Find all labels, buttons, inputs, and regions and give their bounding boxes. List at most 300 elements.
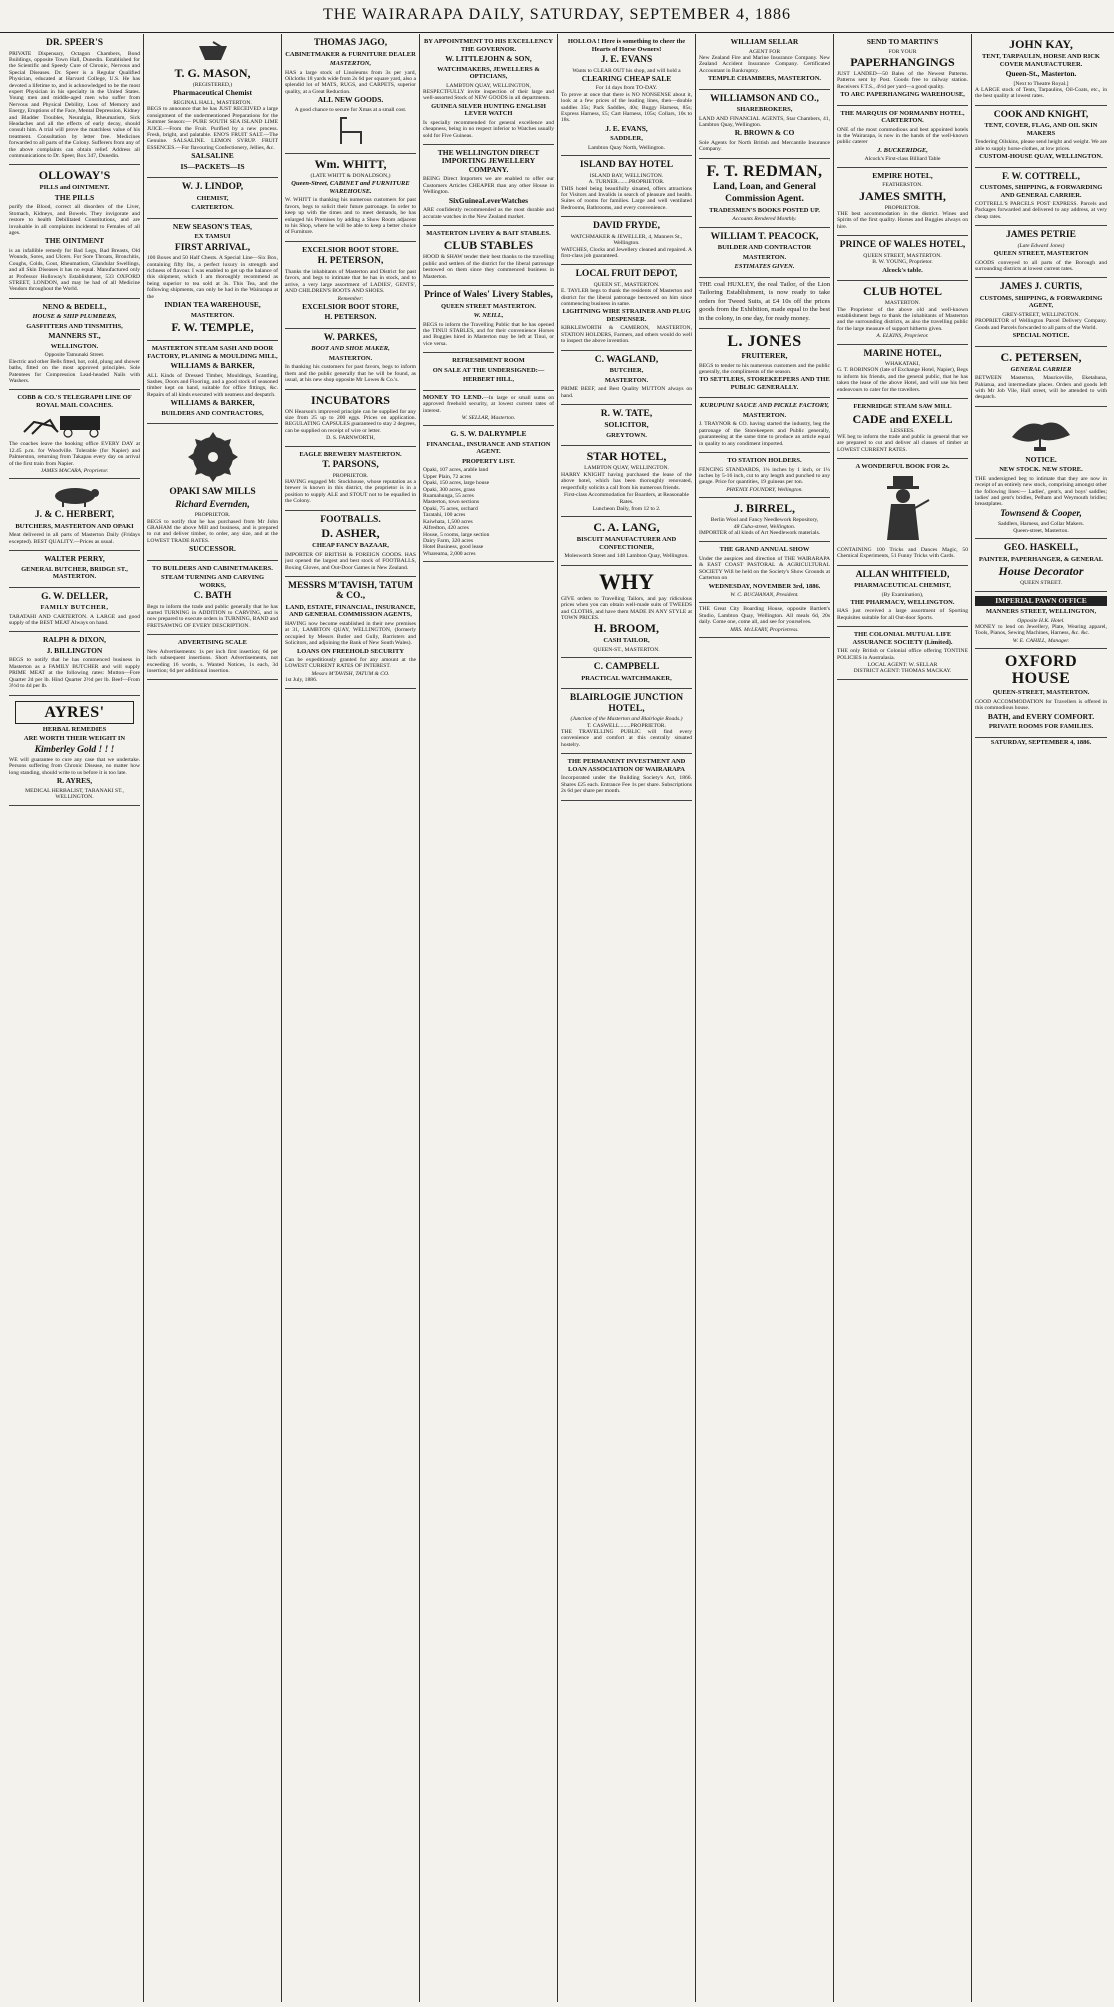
show-body: Under the auspices and direction of THE WAIRARAPA & EAST COAST PASTORAL & AGRICULTURAL SOCIETY Will be held on the Society's Show Grounds at Carterton on xyxy=(699,555,830,582)
tate-town: GREYTOWN. xyxy=(606,431,647,439)
station-body: FENCING STANDARDS, 1¼ inches by 1 inch, or 1¼ inches by 5-16 inch, cut to any length and punched to any gauge. Price for quantities, 19 guineas per ton. xyxy=(699,466,830,486)
ointment-title: THE OINTMENT xyxy=(44,236,105,246)
cook-body: Tendering Oilskins, please send height and weight. We are able to supply horse-clothes, at low prices. xyxy=(975,139,1107,152)
column-3 xyxy=(282,34,420,2002)
excelsior-ad xyxy=(285,242,416,329)
fryde-ad xyxy=(561,217,692,265)
pawn-signature: W. E. CAHILL, Manager. xyxy=(1012,637,1070,644)
kay-ad xyxy=(975,34,1107,106)
lang-ad xyxy=(561,517,692,565)
lindop-subtitle: CHEMIST, xyxy=(196,194,229,202)
campbell-title: C. CAMPBELL xyxy=(593,662,660,673)
guinea-title: GUINEA SILVER HUNTING ENGLISH LEVER WATCH xyxy=(431,102,546,118)
club-stables-ad xyxy=(423,226,554,286)
oxford-private: PRIVATE ROOMS FOR FAMILIES. xyxy=(988,723,1094,730)
island-bay-ad xyxy=(561,156,692,217)
birrel-title: J. BIRREL, xyxy=(733,501,795,516)
footer-date: SATURDAY, SEPTEMBER 4, 1886. xyxy=(990,738,1092,746)
deller-title: G. W. DELLER, xyxy=(41,591,108,602)
fernridge-ad xyxy=(837,399,968,459)
tate-ad xyxy=(561,405,692,447)
property-item: Ruamahunga, 55 acres xyxy=(423,493,474,500)
island-proprietor: A. TURNER........PROPRIETOR. xyxy=(588,179,665,186)
tate-title: R. W. TATE, xyxy=(600,408,653,419)
martin-warehouse: TO ARC PAPERHANGING WAREHOUSE, xyxy=(840,91,965,99)
hill-ad xyxy=(423,353,554,391)
mason-title: T. G. MASON, xyxy=(174,66,251,80)
williamson-ad xyxy=(699,90,830,159)
opaki-body: BEGS to notify that he has purchased from Mr John GRAHAM the above Mill and business, and is prepared to cut and deliver timber, to order, any size, and at the LOWEST TRADE RATES. xyxy=(147,518,278,544)
kurupuni-ad xyxy=(699,398,830,453)
pawn-ad xyxy=(975,592,1107,650)
incubators-ad xyxy=(285,390,416,447)
birrel-body: IMPORTER of all kinds of Art Needlework materials. xyxy=(699,530,821,537)
broom-title: H. BROOM, xyxy=(594,621,659,636)
jago-goods: ALL NEW GOODS. xyxy=(317,95,384,105)
broom-subtitle: CASH TAILOR, xyxy=(603,637,650,645)
sellar-ad xyxy=(699,34,830,90)
mason-ad xyxy=(147,34,278,178)
whitfield-place: THE PHARMACY, WELLINGTON. xyxy=(850,598,955,606)
kurupuni-title: KURUPUNI SAUCE AND PICKLE FACTORY, xyxy=(700,402,829,410)
property-item: Masterton, town sections xyxy=(423,499,480,506)
herbert-body: Meat delivered in all parts of Masterton Daily (Fridays excepted). BEST QUALITY.—Prices as usual. xyxy=(9,532,140,545)
perry-ad xyxy=(9,551,140,588)
wellington-title: THE WELLINGTON DIRECT IMPORTING JEWELLERY COMPANY. xyxy=(437,147,540,174)
sellar-subtitle: AGENT FOR xyxy=(748,48,781,55)
star-body: HARRY KNIGHT having purchased the lease of the above hotel, which has been thoroughly renovated, respectfully solicits a call from his numerous friends. xyxy=(561,471,692,491)
remember-label: Remember: xyxy=(337,295,364,302)
prince-hotel-address: QUEEN STREET, MASTERTON. xyxy=(863,252,942,259)
property-item: Whareama, 2,000 acres xyxy=(423,550,476,557)
parkes-ad xyxy=(285,329,416,390)
mason-address: REGINAL HALL, MASTERTON. xyxy=(173,99,252,106)
star-title: STAR HOTEL, xyxy=(586,449,667,464)
wonderful-body: CONTAINING 100 Tricks and Dances Magic, 50 Chemical Experiments, 51 Funny Tricks with Cards. xyxy=(837,546,968,560)
parsons-title: T. PARSONS, xyxy=(322,460,379,471)
evans-sale-title: CLEARING CHEAP SALE xyxy=(581,73,672,83)
curtis-body: PROPRIETOR of Wellington Parcel Delivery Company. Goods and Parcels forwarded to all parts of the World. xyxy=(975,318,1107,331)
evans-days: For 14 days from TO-DAY. xyxy=(595,85,658,92)
fernridge-lessees: LESSEES. xyxy=(890,427,915,434)
jevans-title: J. E. EVANS, xyxy=(605,123,648,133)
property-title: PROPERTY LIST. xyxy=(462,457,515,465)
petersen-subtitle: GENERAL CARRIER xyxy=(1010,365,1072,373)
mason-packets: IS—PACKETS—IS xyxy=(180,161,245,171)
money-title: MONEY TO LEND. xyxy=(423,393,484,401)
cottrell-subtitle: CUSTOMS, SHIPPING, & FORWARDING AND GENERAL CARRIER. xyxy=(979,184,1103,199)
wonderful-title: A WONDERFUL BOOK FOR 2s. xyxy=(855,463,950,471)
teas-ad xyxy=(147,219,278,341)
lang-address: Molesworth Street and 148 Lambton Quay, Wellington. xyxy=(564,553,689,560)
column-4 xyxy=(420,34,558,2002)
kirk-body: KIRKLEWORTH & CAMERON, MASTERTON, STATION HOLDERS, Farmers, and others would do well to inspect the above invention. xyxy=(561,325,692,345)
fruit-body: E. TAYLER begs to thank the residents of Masterton and district for the liberal patronage bestowed on him since commencing business in same. xyxy=(561,288,692,308)
money-ad xyxy=(423,391,554,427)
notice-ad xyxy=(975,407,1107,539)
speer-ad xyxy=(9,34,140,165)
jones-body: BEGS to tender to his numerous customers and the public generally, the compliments of the season. xyxy=(699,362,830,376)
neno-address: MANNERS ST., xyxy=(48,331,101,341)
column-2 xyxy=(144,34,282,2002)
builders-title: TO BUILDERS AND CABINETMAKERS. xyxy=(152,564,273,572)
prince-hotel-title: PRINCE OF WALES HOTEL, xyxy=(839,240,966,251)
money-signature: W. SELLAR, Masterton. xyxy=(461,415,516,422)
ralph-title: RALPH & DIXON, xyxy=(42,635,107,645)
island-title: ISLAND BAY HOTEL xyxy=(579,160,674,171)
temple-title: F. W. TEMPLE, xyxy=(171,320,254,334)
ointment-body: is an infallible remedy for Bad Legs, Bad Breasts, Old Wounds, Sores, and Ulcers. For Sore Throats, Bronchitis, Coughs, Colds, Gout, Rheumatism, Glandular Swellings, and all Skin Diseases it has no equal. Manufactured only at Professor Holloway's Establishment, 533 OXFORD STREET, LONDON, and may be had of all Medicine Vendors throughout the World. xyxy=(9,247,140,293)
prince-stables-name: W. NEILL, xyxy=(473,312,504,320)
station-ad xyxy=(699,453,830,498)
prince-hotel-proprietor: B. W. YOUNG, Proprietor. xyxy=(872,259,933,266)
neno-subtitle-2: GASFITTERS AND TINSMITHS, xyxy=(26,322,123,330)
property-item: Hotel Business, good lease xyxy=(423,544,484,551)
billington-ad xyxy=(9,632,140,695)
smith-proprietor: PROPRIETOR. xyxy=(884,204,921,211)
parsons-proprietor: PROPRIETOR. xyxy=(332,472,369,479)
haskell-address: QUEEN STREET. xyxy=(1020,580,1062,587)
island-town: ISLAND BAY, WELLINGTON. xyxy=(589,172,664,179)
pawn-opposite: Opposite H.K. Hotel. xyxy=(1017,617,1065,624)
curtis-address: GREY-STREET, WELLINGTON. xyxy=(1002,311,1080,318)
whitt-late: (LATE WHITT & DONALDSON,) xyxy=(310,173,391,180)
holloa-title: HOLLOA ! Here is something to cheer the Hearts of Horse Owners! xyxy=(567,38,686,53)
dalrymple-title: G. S. W. DALRYMPLE xyxy=(450,429,527,439)
opaki-ad xyxy=(147,424,278,561)
blairlogie-subtitle: (Junction of the Masterton and Blairlogie Roads.) xyxy=(570,716,683,723)
peacock-estimates: ESTIMATES GIVEN. xyxy=(734,263,795,271)
holloway-title: OLLOWAY'S xyxy=(38,168,111,183)
opaki-successor: SUCCESSOR. xyxy=(189,544,236,554)
sale-title: ON SALE AT THE UNDERSIGNED:— xyxy=(432,366,545,374)
cottrell-ad xyxy=(975,168,1107,227)
bath-body: Begs to inform the trade and public generally that he has started TURNING in ADDITION to CARVING, and is now prepared to execute orders in TURNING, BAND and FRETSAWING OF EVERY DESCRIPTION. xyxy=(147,603,278,629)
broom-ad xyxy=(561,566,692,659)
holloway-subtitle: PILLS and OINTMENT. xyxy=(39,184,110,192)
parsons-body: HAVING engaged Mr. Stockhouse, whose reputation as a brewer is known in this district, the proprietor is in a position to supply ALE and STOUT not to be equalled in the Colony. xyxy=(285,479,416,505)
martin-ad xyxy=(837,34,968,106)
star-rates: First-class Accommodation for Boarders, at Reasonable Rates. xyxy=(564,492,689,505)
deller-body: TARATAHI AND CARTERTON. A LARGE and good supply of the BEST MEAT Always on hand. xyxy=(9,613,140,627)
magician-engraving-icon xyxy=(873,474,933,544)
permanent-body: Incorporated under the Building Society's Act, 1866. Shares £25 each. Entrance Fee 1s per share. Subscriptions 2s 6d per share per month. xyxy=(561,775,692,795)
stables-title: MASTERTON LIVERY & BAIT STABLES. xyxy=(426,229,551,237)
mortar-icon xyxy=(193,40,233,64)
peterson-title-2: H. PETERSON. xyxy=(324,312,377,322)
birrel-subtitle: Berlin Wool and Fancy Needlework Repository, xyxy=(710,517,819,524)
adv-body: New Advertisements: 1s per inch first insertion; 6d per inch subsequent insertions. Short Advertisements, not exceeding 16 words, s. Wanted Notices, 1s each, 3d insertion; 6d per additional insertion. xyxy=(147,648,278,674)
property-item: Taratahi, 100 acres xyxy=(423,512,466,519)
asher-ad xyxy=(285,511,416,577)
star-luncheon: Luncheon Daily, from 12 to 2. xyxy=(592,505,661,512)
brown-body: Sole Agents for North British and Mercantile Insurance Company. xyxy=(699,139,830,153)
permanent-ad xyxy=(561,754,692,800)
fruit-town: QUEEN ST., MASTERTON. xyxy=(593,281,660,288)
petrie-subtitle: (Late Edward Jones) xyxy=(1017,242,1065,249)
whitt-body: W. WHITT in thanking his numerous customers for past favors, begs to solicit their future patronage. In order to keep up with the times and to meet demands, he has enlarged his Premises by adding a Show Room adjacent to his Shop, where he will be able to keep a better choice of Furniture. xyxy=(285,197,416,236)
pawn-body: MONEY to lend on Jewellery, Plate, Wearing apparel, Tools, Pianos, Sewing Machines, Harness, &c. &c. xyxy=(975,623,1107,637)
kurupuni-body: J. TRAYNOR & CO. having started the industry, beg the patronage of the Storekeepers and Public generally, guaranteeing at the same time to produce an article equal in quality to any condiment imported. xyxy=(699,421,830,447)
asher-subtitle: CHEAP FANCY BAZAAR, xyxy=(312,542,389,550)
pawn-address: MANNERS STREET, WELLINGTON, xyxy=(985,608,1097,616)
whitt-subtitle: Queen-Street, CABINET and FURNITURE WAREHOUSE. xyxy=(291,180,410,195)
guinea-body: Is specially recommended for general excellence and cheapness, being in no respect inferior to Watches usually sold for Five Guineas. xyxy=(423,119,554,139)
teas-title: NEW SEASON'S TEAS, xyxy=(172,221,253,231)
marquis-body: ONE of the most commodious and best appointed hotels in the Wairarapa, is now in the hands of the well-known public caterer xyxy=(837,126,968,146)
cobb-ad xyxy=(9,390,140,479)
evans-body-2: To prove at once that there is NO NONSENSE about it, look at a few prices of the leading lines, then—double saddles 35s; Pack Saddles, 40s; Buggy Harness, 85s; Express Harness, £5; Cart Harness, 105s; Collars, 10s to 18s. xyxy=(561,91,692,124)
pills-body: purify the Blood, correct all disorders of the Liver, Stomach, Kidneys, and Bowels. They invigorate and restore to health Debilitated Constitutions, and are invaluable in all complaints incidental to Females of all ages. xyxy=(9,204,140,237)
property-item: House, 5 rooms, large section xyxy=(423,531,490,538)
parkes-town: MASTERTON. xyxy=(328,354,373,362)
haskell-subtitle: PAINTER, PAPERHANGER, & GENERAL xyxy=(978,555,1104,563)
smith-title: JAMES SMITH, xyxy=(859,188,946,203)
cook-ad xyxy=(975,106,1107,168)
cobb-body: The coaches leave the booking office EVERY DAY at 12.45 p.m. for Woodville. Tolerable (for Napier) and Palmerston, returning from Takapau every day on arrival of the first train from Napier. xyxy=(9,441,140,467)
wagland-ad xyxy=(561,351,692,405)
marine-body: G. T. ROBINSON (late of Exchange Hotel, Napier), Begs to inform his friends, and the general public, that he has taken the lease of the above Hotel, and will use his best endeavours to cater for the travellers. xyxy=(837,367,968,393)
littlejohn-ad xyxy=(423,34,554,145)
mctavish-date: 1st July, 1886. xyxy=(285,677,318,684)
notice-subtitle: NEW STOCK. NEW STORE. xyxy=(999,466,1083,474)
asher-body: IMPORTER OF BRITISH & FOREIGN GOODS. HAS just opened the largest and best stock of FOOTBALLS, Boxing Gloves, and Out-Door Games in New Zealand. xyxy=(285,551,416,571)
evans-body: Wants to CLEAR OUT his shop, and will hold a xyxy=(572,67,681,74)
whitt-title: Wm. WHITT, xyxy=(314,157,387,172)
oxford-title: OXFORD HOUSE xyxy=(1004,653,1078,688)
show-ad xyxy=(699,542,830,603)
fryde-body: WATCHES, Clocks and Jewellery cleaned and repaired. A first-class job guaranteed. xyxy=(561,246,692,259)
property-item: Upper Plain, 72 acres xyxy=(423,473,472,480)
wb-title: WILLIAMS & BARKER, xyxy=(170,361,255,370)
blairlogie-proprietor: T. CASWELL........PROPRIETOR. xyxy=(587,722,666,729)
ayres-body: WE will guarantee to cure any case that we undertake. Persons suffering from Chronic Disease, no matter how long standing, should write to us before it is too late. xyxy=(9,757,140,776)
whitfield-body: HAS just received a large assortment of Sporting Requisites suitable for all Out-door Sports. xyxy=(837,608,968,621)
wagland-town: MASTERTON. xyxy=(604,376,649,384)
neno-subtitle: HOUSE & SHIP PLUMBERS, xyxy=(32,313,117,321)
oxford-ad xyxy=(975,649,1107,737)
sellar-body: New Zealand Fire and Marine Insurance Company. New Zealand Accident Insurance Company. Certificated Accountant in Bankruptcy. xyxy=(699,54,830,74)
ayres-name: R. AYRES, xyxy=(56,776,93,786)
kay-next: [Next to Theatre Royal.] xyxy=(1013,80,1069,87)
excelsior-title-2: EXCELSIOR BOOT STORE, xyxy=(302,301,399,311)
notice-body: THE undersigned beg to intimate that they are now in receipt of an entirely new stock, comprising amongst other the following lines:— Ladies', gent's, and boys' saddles; ladies' and gent's bridles, Pelham and Weymouth bridles; breastplates. xyxy=(975,475,1107,508)
mason-registered: (REGISTERED,) xyxy=(192,82,233,88)
campbell-ad xyxy=(561,658,692,689)
mctavish-subtitle: LAND, ESTATE, FINANCIAL, INSURANCE, AND GENERAL COMMISSION AGENTS, xyxy=(285,603,416,619)
neno-opposite: Opposite Tamunaki Street. xyxy=(44,352,105,359)
cook-title: COOK AND KNIGHT, xyxy=(993,109,1089,120)
fernridge-body: WE beg to inform the trade and public in general that we are prepared to cut and deliver all classes of timber at LOWEST CURRENT RATES. xyxy=(837,433,968,453)
eagle-title: EAGLE BREWERY MASTERTON. xyxy=(299,450,402,458)
sawblade-icon xyxy=(186,430,240,484)
club-hotel-town: MASTERTON. xyxy=(884,300,921,307)
appointment-title: BY APPOINTMENT TO HIS EXCELLENCY THE GOVERNOR. xyxy=(423,38,554,53)
buckeridge-name: J. BUCKERIDGE, xyxy=(877,146,928,154)
williamson-title: WILLIAMSON AND CO., xyxy=(710,93,819,104)
peacock-ad xyxy=(699,228,830,278)
cobb-title: COBB & CO.'S TELEGRAPH LINE OF ROYAL MAIL COACHES. xyxy=(17,394,132,409)
prince-stables-body: BEGS to inform the Travelling Public that he has opened the TINUI STABLES, and for their convenience Horses and Buggies hired in Masterton may be left at Tinui, or vice versa. xyxy=(423,321,554,347)
saddle-icon xyxy=(1006,413,1076,453)
adv-title: ADVERTISING SCALE xyxy=(178,639,247,647)
teas-arrival: FIRST ARRIVAL, xyxy=(174,242,251,253)
jago-body: HAS a large stock of Linoleums from 3s per yard, Oilcloths 18 yards wide from 2s 6d per square yard, also a splendid lot of MATS, RUGS, and CARPETS, superior quality, at a Great Reduction. xyxy=(285,69,416,95)
empire-town: FEATHERSTON. xyxy=(882,182,923,189)
huxley-body: THE coal HUXLEY, the real Tailor, of the Lion Tailoring Establishment, is now ready to take orders for Tweed Suits, at £4 10s off the prices goods from the Exhibition, made equal to the best in the colony, in one day, for ready money. xyxy=(699,280,830,322)
wonderful-book-ad xyxy=(837,459,968,565)
parsons-ad xyxy=(285,447,416,511)
mason-body: BEGS to announce that he has JUST RECEIVED a large consignment of the undermentioned Preparations for the Summer Season:— PURE SOUTH SEA ISLAND LIME JUICE.—From the Fruit. Purified by a new process. Fresh, bright, and palatable. ENO'S FRUIT SALT.—The Genuine. SALSALINE. LEMON SYRUP. FRUIT ESSENCES.—For flavouring Confectionery, Jellies, &c. xyxy=(147,106,278,151)
turning-title: STEAM TURNING AND CARVING WORKS, xyxy=(160,574,265,589)
empire-title: EMPIRE HOTEL, xyxy=(872,170,933,180)
money-body: —In large or small sums on approved freehold security, at lowest current rates of interest. xyxy=(423,394,554,414)
sellar-title: WILLIAM SELLAR xyxy=(730,37,799,46)
property-item: Dairy Farm, 320 acres xyxy=(423,537,474,544)
perry-subtitle: GENERAL BUTCHER, BRIDGE ST., MASTERTON. xyxy=(21,565,128,581)
peacock-title: WILLIAM T. PEACOCK, xyxy=(710,231,819,242)
wagland-body: PRIME BEEF, and Best Quality MUTTON always on hand. xyxy=(561,386,692,399)
lindop-town: CARTERTON. xyxy=(191,204,234,212)
townsend-subtitle: Saddlers, Harness, and Collar Makers. xyxy=(998,521,1084,528)
kay-address: Queen-St., Masterton. xyxy=(1005,69,1077,78)
masthead-title: THE WAIRARAPA DAILY, SATURDAY, SEPTEMBER 4, 1886 xyxy=(0,0,1114,33)
haskell-title: GEO. HASKELL, xyxy=(1003,543,1079,554)
coach-engraving-icon xyxy=(20,412,130,438)
chair-icon xyxy=(331,116,371,146)
property-item: Opaki, 75 acres, orchard xyxy=(423,505,478,512)
empire-ad xyxy=(837,168,968,237)
club-hotel-title: CLUB HOTEL xyxy=(862,284,943,299)
loans-body: Can be expeditiously granted for any amount at the LOWEST CURRENT RATES OF INTEREST. xyxy=(285,657,416,670)
mason-salsaline: SALSALINE xyxy=(191,151,234,161)
incubators-title: INCUBATORS xyxy=(311,392,390,407)
haskell-big: House Decorator xyxy=(998,564,1084,579)
lindop-ad xyxy=(147,178,278,219)
smith-body: THE best accommodation in the district. Wines and Spirits of the first quality. Horses and Buggies always on hire. xyxy=(837,211,968,230)
whitt-ad xyxy=(285,154,416,242)
curtis-ad xyxy=(975,278,1107,346)
colonial-title: THE COLONIAL MUTUAL LIFE ASSURANCE SOCIETY (Limited). xyxy=(852,631,953,646)
alcock-table-2: Alcock's table. xyxy=(882,266,923,274)
campbell-subtitle: PRACTICAL WATCHMAKER, xyxy=(581,674,672,682)
jones-ad xyxy=(699,329,830,398)
column-1 xyxy=(6,34,144,2002)
colonial-district: DISTRICT AGENT: THOMAS MACKAY. xyxy=(853,668,952,675)
herbert-subtitle: BUTCHERS, MASTERTON AND OPAKI xyxy=(15,522,134,530)
column-8 xyxy=(972,34,1110,2002)
neno-ad xyxy=(9,299,140,391)
sixguinea-body: ARE confidently recommended as the most durable and accurate watches in the New Zealand market. xyxy=(423,207,554,220)
holloway-ad xyxy=(9,165,140,298)
ayres-subtitle: HERBAL REMEDIES xyxy=(42,725,107,733)
teas-body: 100 Boxes and 50 Half Chests. A Special Line—Six Box, containing fifty lbs, a perfect luxury in strength and richness of flavour. I was enabled to get up the balance of this shipment, which I am thoroughly recommend as being superior to tea sold at 3s. This Tea, and the following shipments, can only be had in the Wairarapa at the xyxy=(147,255,278,300)
petersen-body: BETWEEN Masterton, Mauriceville, Eketahuna, Pahiatua, and intermediate places. Orders and goods left with Mr Job Vile, Hall street, will be attended to with despatch. xyxy=(975,375,1107,401)
martin-title: SEND TO MARTIN'S xyxy=(866,37,939,46)
wagland-subtitle: BUTCHER, xyxy=(609,367,644,375)
jago-title: THOMAS JAGO, xyxy=(313,38,388,48)
star-hotel-ad xyxy=(561,446,692,517)
wb2-title: WILLIAMS & BARKER, xyxy=(170,398,255,408)
star-address: LAMBTON QUAY, WELLINGTON. xyxy=(584,465,669,472)
townsend-title: Townsend & Cooper, xyxy=(1000,508,1082,519)
fruit-title: LOCAL FRUIT DEPOT, xyxy=(575,269,678,280)
cobb-proprietor: JAMES MACARA, Proprietor. xyxy=(40,467,109,474)
martin-body: JUST LANDED—50 Bales of the Newest Patterns. Patterns sent by Post. Goods free to railway station. Receivers F.T.S., 4½d per yard—a good quality. xyxy=(837,70,968,90)
column-7 xyxy=(834,34,972,2002)
boarding-body: THE Great City Boarding House, opposite Bartlett's Studio, Lambton Quay, Wellington. All meals 6d, 20s daily. Come one, come all, and see for yourselves. xyxy=(699,606,830,626)
prince-stables-ad xyxy=(423,286,554,353)
redman-books: TRADESMEN'S BOOKS POSTED UP. xyxy=(709,206,820,214)
littlejohn-body: RESPECTFULLY invite inspection of their large and well-assorted Stock of NEW GOODS in all departments. xyxy=(423,88,554,102)
jones-settlers: TO SETTLERS, STOREKEEPERS AND THE PUBLIC GENERALLY. xyxy=(699,376,830,391)
redman-ad xyxy=(699,159,830,228)
deller-subtitle: FAMILY BUTCHER, xyxy=(40,604,109,612)
indian-town: MASTERTON. xyxy=(190,311,235,319)
fernridge-title: FERNRIDGE STEAM SAW MILL xyxy=(853,403,952,411)
jago-town: MASTERTON, xyxy=(329,60,372,67)
wire-title: LIGHTNING WIRE STRAINER AND PLUG DESPENSER. xyxy=(562,308,691,323)
fryde-title: DAVID FRYDE, xyxy=(592,221,661,232)
incubators-body: ON Hearson's improved principle can be supplied for any size from 25 up to 200 eggs. Prices on application. REGULATING CAPSULES guaranteed to stay 2 degrees, can be supplied on receipt of wire or letter. xyxy=(285,408,416,434)
tate-subtitle: SOLICITOR, xyxy=(604,420,649,430)
ayres-box xyxy=(15,701,134,724)
jago-subtitle: CABINETMAKER & FURNITURE DEALER xyxy=(285,50,416,58)
marquis-ad xyxy=(837,106,968,168)
ayres-title: AYRES' xyxy=(44,703,105,721)
herbert-title: J. & C. HERBERT, xyxy=(34,510,115,521)
sash-title: MASTERTON STEAM SASH AND DOOR FACTORY, PLANING & MOULDING MILL, xyxy=(147,345,278,360)
blairlogie-ad xyxy=(561,689,692,754)
neno-city: WELLINGTON. xyxy=(50,342,99,350)
stables-body: HOOD & SHAW tender their best thanks to the travelling public and settlers of the district for the liberal patronage bestowed on them since they commenced business in Masterton. xyxy=(423,254,554,280)
speer-title: DR. SPEER'S xyxy=(45,38,103,48)
wb-body: ALL Kinds of Dressed Timber, Mouldings, Scantling, Sashes, Doors and Flooring, and a good stock of seasoned timber kept on hand, suitable for office fittings, &c. Repairs of all kinds executed with neatness and despatch. xyxy=(147,372,278,398)
opaki-name: Richard Evernden, xyxy=(175,499,250,510)
colonial-ad xyxy=(837,627,968,680)
wellington-jewellery-ad xyxy=(423,145,554,226)
jago-chance: A good chance to secure for Xmas at a small cost. xyxy=(294,106,407,113)
colonial-agent: LOCAL AGENT: W. SELLAR xyxy=(867,662,938,669)
property-list xyxy=(423,467,554,557)
peterson-title: H. PETERSON, xyxy=(317,256,384,267)
club-hotel-body: The Proprietor of the above old and well-known establishment begs to thank the inhabitants of Masterton and the surrounding districts, as also the travelling public for the large measure of support hitherto given. xyxy=(837,306,968,332)
petersen-title: C. PETERSEN, xyxy=(1000,349,1082,364)
lindop-title: W. J. LINDOP, xyxy=(181,182,244,193)
colonial-body: THE only British or Colonial office offering TONTINE POLICIES in Australasia. xyxy=(837,648,968,661)
property-item: Opaki, 150 acres, large house xyxy=(423,480,490,487)
phoenix-foundry: PHŒNIX FOUNDRY, Wellington. xyxy=(726,486,803,493)
brown-title: R. BROWN & CO xyxy=(734,128,795,138)
permanent-title: THE PERMANENT INVESTMENT AND LOAN ASSOCIATION OF WAIRARAPA xyxy=(567,758,686,773)
littlejohn-title: W. LITTLEJOHN & SON, xyxy=(445,54,532,63)
williamson-body: LAND AND FINANCIAL AGENTS, Star Chambers, 41, Lambton Quay, Wellington. xyxy=(699,115,830,129)
birrel-ad xyxy=(699,498,830,542)
club-stables-title: CLUB STABLES xyxy=(443,238,534,253)
sheep-engraving-icon xyxy=(45,485,105,507)
pawn-title: IMPERIAL PAWN OFFICE xyxy=(975,596,1107,607)
prince-hotel-ad xyxy=(837,236,968,281)
elkins-signature: A. ELKINS, Proprietor. xyxy=(876,333,929,340)
marquis-title: THE MARQUIS OF NORMANBY HOTEL, CARTERTON. xyxy=(840,109,965,125)
billington-body: BEGS to notify that he has commenced business in Masterton as a FAMILY BUTCHER and will supply PRIME MEAT at the following rates: Mutton—Fore Quarter 2d per lb. Hind Quarter 2½d per lb. Beef—From 3½d to 4d per lb. xyxy=(9,657,140,690)
teas-ship: EX TAMSUI xyxy=(194,233,231,241)
petrie-title: JAMES PETRIE xyxy=(1006,230,1076,241)
neno-body: Electric and other Bells fitted, hot, cold, plung and shower baths, fitted on the most approved principles. Sole Patentees for Compression Lead-headed Nails with Washers. xyxy=(9,358,140,384)
parkes-title: W. PARKES, xyxy=(323,332,378,343)
show-date: WEDNESDAY, NOVEMBER 3rd, 1886. xyxy=(708,582,821,590)
asher-title: D. ASHER, xyxy=(321,526,380,541)
